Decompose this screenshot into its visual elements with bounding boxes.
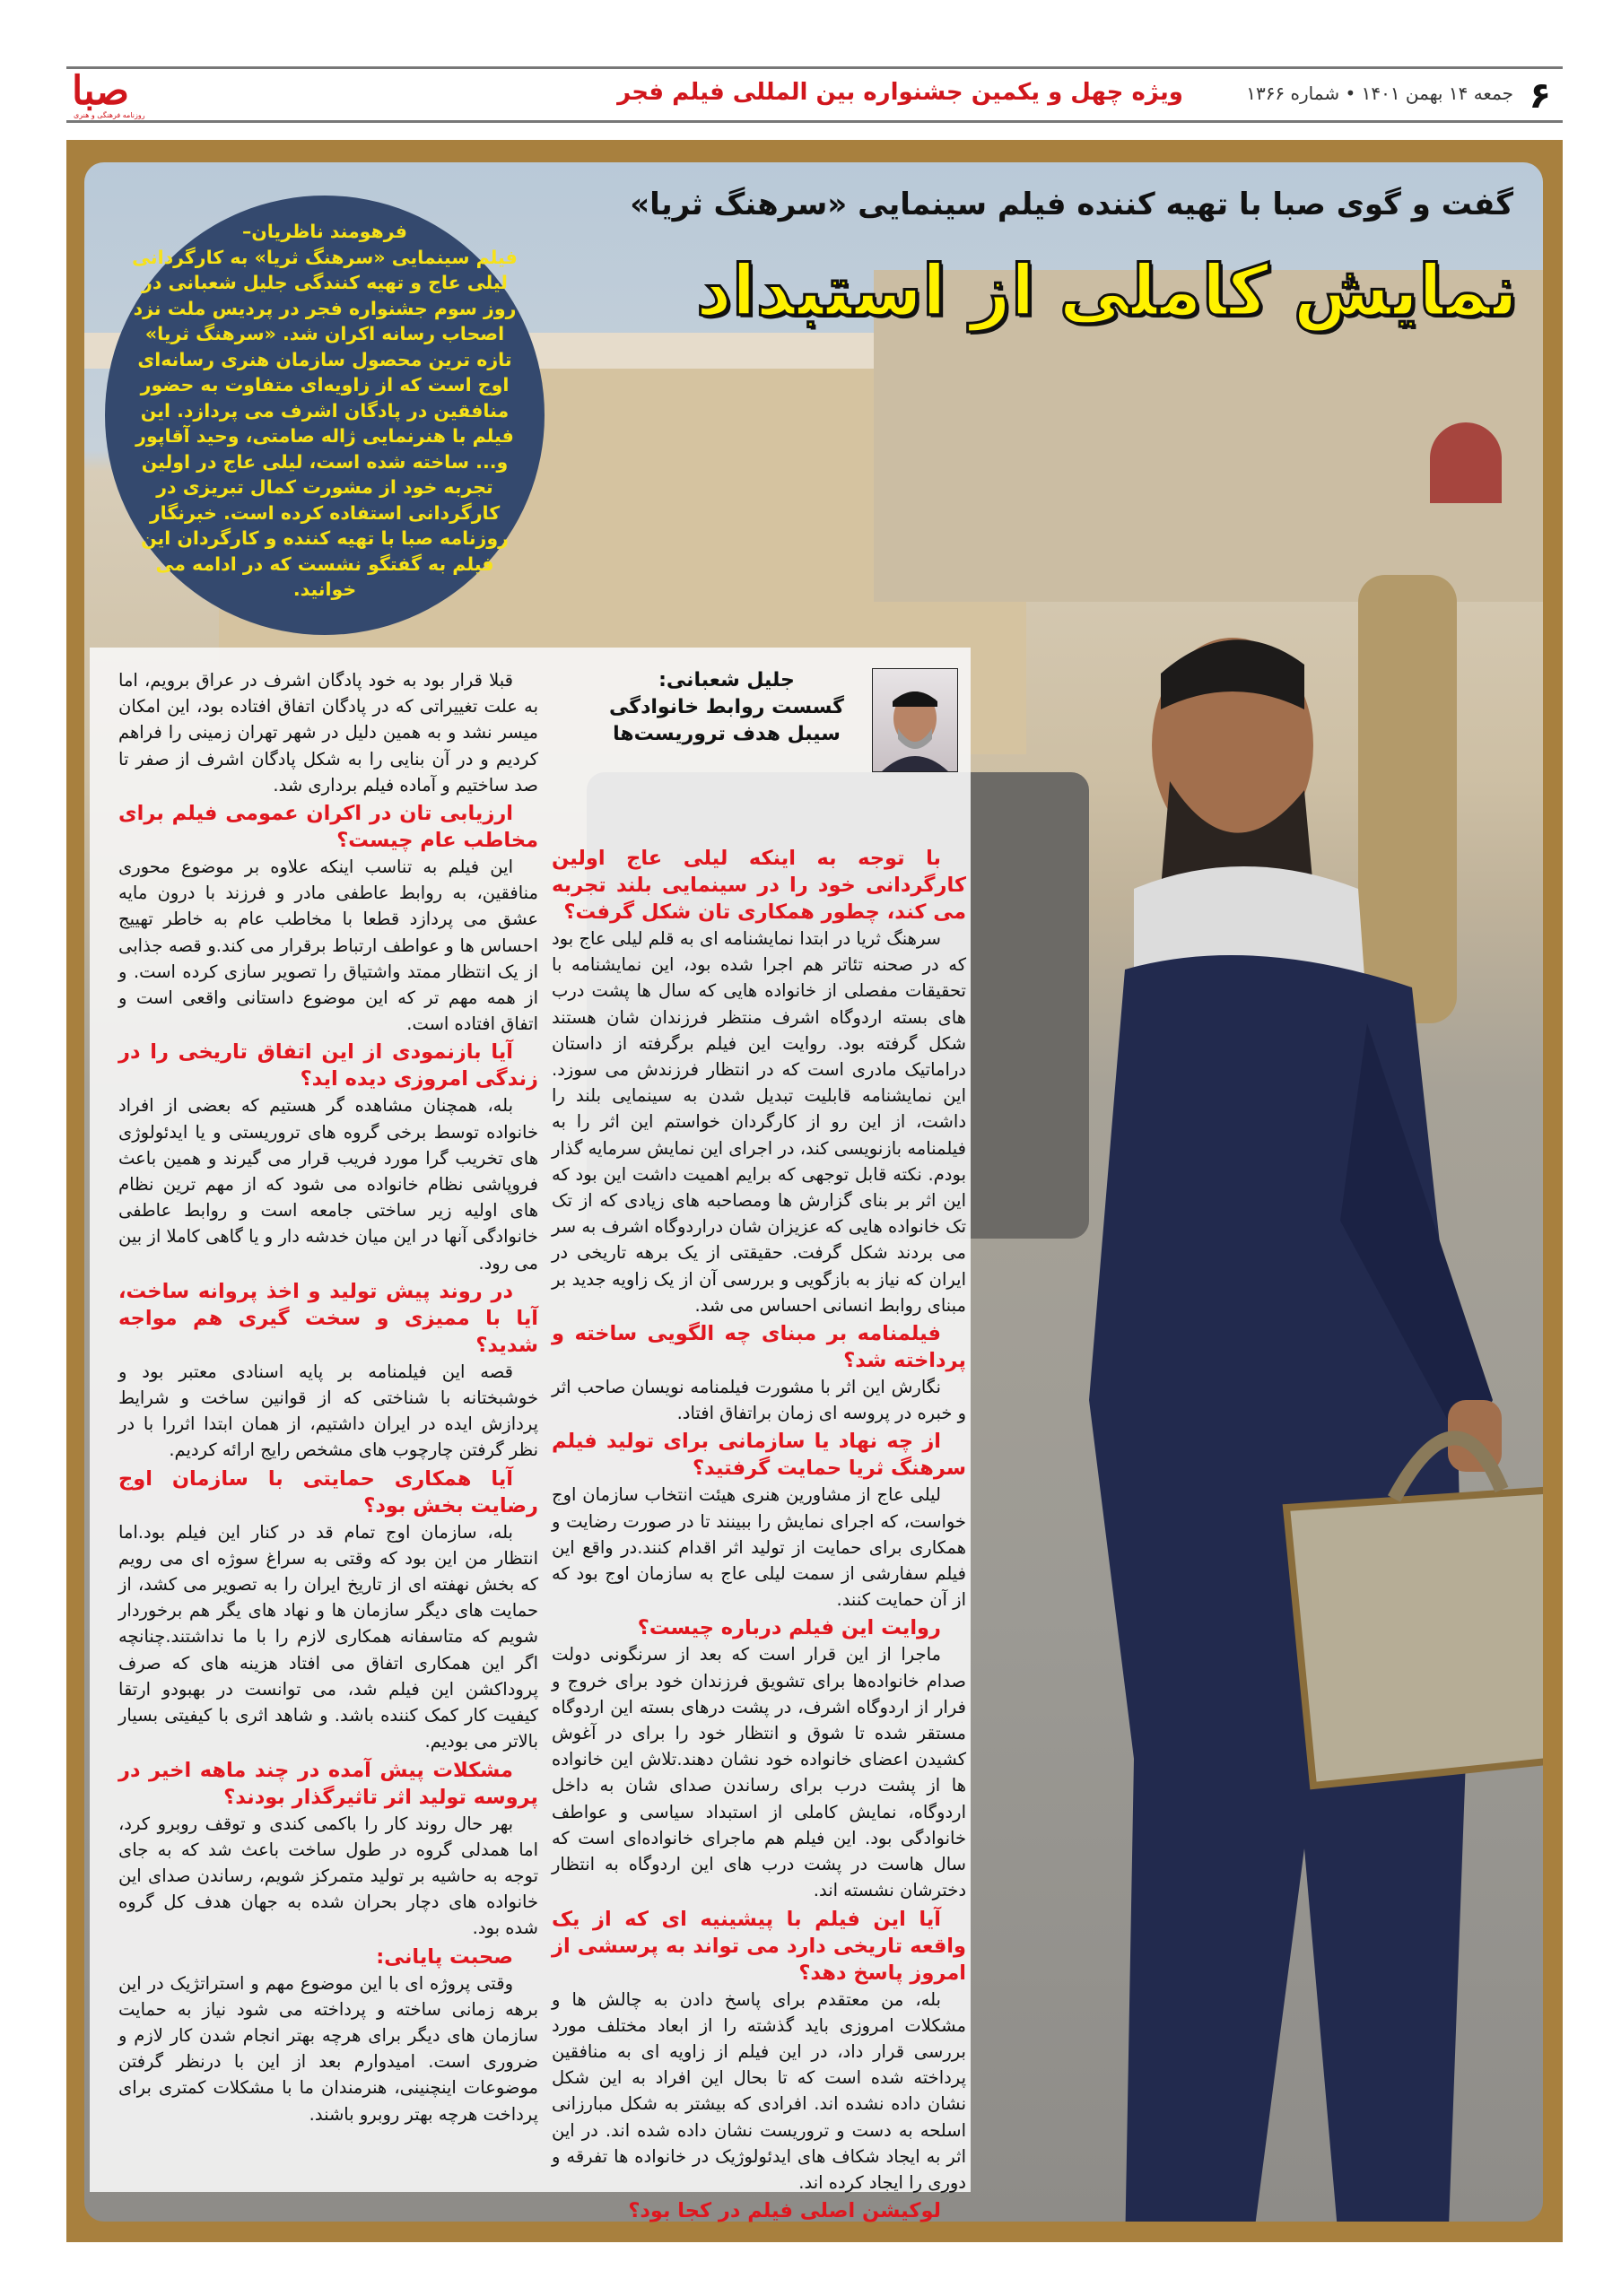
man-figure: [1071, 593, 1543, 2222]
page-number: ۶: [1529, 75, 1551, 117]
interview-answer: بهر حال روند کار را باکمی کندی و توقف روبرو کرد، اما همدلی گروه در طول ساخت باعث شد که به جای توجه به حاشیه بر تولید متمرکز شویم، رساندن صدای این خانواده های دچار بحران شده به جهان هدف کل گروه شده بود.: [118, 1813, 538, 1939]
lead-text: فیلم سینمایی «سرهنگ ثریا» به کارگردانی لیلی عاج و تهیه کنندگی جلیل شعبانی در روز سوم جشنواره فجر در پردیس ملت نزد اصحاب رسانه اکران شد. «سرهنگ ثریا» تازه ترین محصول سازمان هنری رسانه‌ای اوج است که از زاویه‌ای متفاوت به حضور منافقین در پادگان اشرف می پردازد. این فیلم با هنرنمایی ژاله صامتی، وحید آقاپور و... ساخته شده است، لیلی عاج در اولین تجربه خود از مشورت کمال تبریزی در کارگردانی استفاده کرده است. خبرنگار روزنامه صبا با تهیه کننده و کارگردان این فیلم به گفتگو نشست که در ادامه می خوانید.: [132, 246, 518, 600]
interviewee-portrait: [872, 668, 958, 772]
interview-answer: نگارش این اثر با مشورت فیلمنامه نویسان صاحب اثر و خبره در پروسه ای زمان براتفاق افتاد.: [552, 1377, 966, 1424]
logo-subtitle: روزنامه فرهنگی و هنری: [74, 111, 145, 119]
interview-question: مشکلات پیش آمده در چند ماهه اخیر در پروسه تولید اثر تاثیرگذار بودند؟: [118, 1758, 538, 1809]
interview-subtitle-1: گسست روابط خانوادگی: [609, 696, 844, 718]
interview-answer: بله، سازمان اوج تمام قد در کنار این فیلم بود.اما انتظار من این بود که وقتی به سراغ سوژه ای می رویم که بخش نهفته ای از تاریخ ایران را به تصویر می کشد، از حمایت های دیگر سازمان ها و نهاد های یگر هم برخوردار شویم که متاسفانه همکاری لازم را با ما نداشتند.چنانچه اگر این همکاری اتفاق می افتاد هزینه های که صرف پروداکشن این فیلم شد، می توانست در بهبودو ارتقا کیفیت کار کمک کننده باشد. و شاهد اثری با کیفیتی بسیار بالاتر می بودیم.: [118, 1521, 538, 1752]
left-column: [118, 667, 538, 2127]
interview-question: در روند پیش تولید و اخذ پروانه ساخت، آیا با ممیزی و سخت گیری هم مواجه شدید؟: [118, 1279, 538, 1357]
interview-answer: وقتی پروژه ای با این موضوع مهم و استراتژیک در این برهه زمانی ساخته و پرداخته می شود نیاز به حمایت سازمان های دیگر برای هرچه بهتر انجام شدن کار لازم و ضروری است. امیدوارم بعد از این با درنظر گرفتن موضوعات اینچنینی، هنرمندان ما با مشکلات کمتری برای پرداخت هرچه بهتر روبرو باشند.: [118, 1972, 538, 2125]
interview-question: از چه نهاد یا سازمانی برای تولید فیلم سرهنگ ثریا حمایت گرفتید؟: [552, 1430, 966, 1481]
interview-answer: این فیلم به تناسب اینکه علاوه بر موضوع محوری منافقین، به روابط عاطفی مادر و فرزند با درون مایه عشق می پردازد قطعا با مخاطب عام به خاطر تهییج احساس ها و عواطف ارتباط برقرار می کند.و قصه جذابی از یک انتظار ممتد واشتیاق را تصویر سازی کرده است. و از همه مهم تر که این موضوع داستانی واقعی است و اتفاق افتاده است.: [118, 857, 538, 1035]
interview-title-block: [592, 667, 861, 748]
newspaper-logo: صبا: [72, 68, 130, 114]
interview-question: با توجه به اینکه لیلی عاج اولین کارگردانی خود را در سینمایی بلند تجربه می کند، چطور همکاری تان شکل گرفت؟: [552, 847, 966, 924]
article-kicker: گفت و گوی صبا با تهیه کننده فیلم سینمایی «سرهنگ ثریا»: [630, 187, 1513, 222]
interview-question: فیلمنامه بر مبنای چه الگویی ساخته و پرداخته شد؟: [552, 1322, 966, 1373]
interview-answer: قبلا قرار بود به خود پادگان اشرف در عراق برویم، اما به علت تغییراتی که در پادگان اتفاق افتاده بود، این امکان میسر نشد و به همین دلیل در شهر تهران زمینی را فراهم کردیم و در آن بنایی را به شکل پادگان اشرف از صفر تا صد ساختیم و آماده فیلم برداری شد.: [118, 670, 538, 796]
interview-question: لوکیشن اصلی فیلم در کجا بود؟: [628, 2199, 941, 2223]
interview-answer: بله، من معتقدم برای پاسخ دادن به چالش ها و مشکلات امروزی باید گذشته را از ابعاد مختلف مورد بررسی قرار داد، در این فیلم از زاویه ای به منافقین پرداخته شده است که تا بحال این افراد به این شکل نشان داده نشده اند. افرادی که بیشتر به شکل مبارزانی اسلحه به دست و تروریست نشان داده شده اند. در این اثر به ایجاد شکاف های ایدئولوژیک در خانواده ها تفرقه و دوری را ایجاد کرده اند.: [552, 1988, 966, 2193]
interview-question: روایت این فیلم درباره چیست؟: [637, 1616, 941, 1640]
lead-byline: فرهومند ناظریان–: [242, 221, 407, 242]
interview-question: آیا همکاری حمایتی با سازمان اوج رضایت بخش بود؟: [118, 1466, 538, 1518]
interview-answer: سرهنگ ثریا در ابتدا نمایشنامه ای به قلم لیلی عاج بود که در صحنه تئاتر هم اجرا شده بود، این نمایشنامه با تحقیقات مفصلی از خانواده هایی که سال ها پشت درب های بسته اردوگاه اشرف منتظر فرزندان شان هستند شکل گرفته بود. روایت این فیلم برگرفته از داستان دراماتیک مادری است که در انتظار فرزندش می سوزد. این نمایشنامه قابلیت تبدیل شدن به سینمایی بلند را داشت، از این رو از کارگردان خواستم این اثر را به فیلمنامه بازنویسی کند، در اجرای این نمایش سرمایه گذار بودم. نکته قابل توجهی که برایم اهمیت داشت این بود که این اثر بر بنای گزارش ها ومصاحبه های زیادی که از تک تک خانواده هایی که عزیزان شان دراردوگاه اشرف به سر می بردند شکل گرفت. حقیقتی از یک برهه تاریخی در ایران که نیاز به بازگویی و بررسی آن از یک زاویه جدید بر مبنای روابط انسانی احساس می شد.: [552, 928, 966, 1316]
interview-answer: قصه این فیلمنامه بر پایه اسنادی معتبر بود و خوشبختانه با شناختی که از قوانین ساخت و شرایط پردازش ایده در ایران داشتیم، از همان ابتدا اثررا با در نظر گرفتن چارچوب های مشخص رایج ارائه کردیم.: [118, 1361, 538, 1461]
interview-question: آیا این فیلم با پیشینیه ای که از یک واقعه تاریخی دارد می تواند به پرسشی از امروز پاسخ دهد؟: [552, 1907, 966, 1985]
lead-circle: [105, 196, 545, 635]
interview-question: ارزیابی تان در اکران عمومی فیلم برای مخاطب عام چیست؟: [118, 802, 538, 853]
interview-subtitle-2: سیبل هدف تروریست‌ها: [613, 723, 841, 745]
article-headline: نمایش کاملی از استبداد: [695, 251, 1518, 332]
interview-answer: بله، همچنان مشاهده گر هستیم که بعضی از افراد خانواده توسط برخی گروه های تروریستی و یا ایدئولوژی های تخریب گرا مورد فریب قرار می گیرند و همین باعث فروپاشی نظام خانواده می شود که از مهم ترین نظام های اولیه زیر ساختی جامعه است و روابط عاطفی خانوادگی آنها در این میان خدشه دار و یا گاهی کاملا از بین می رود.: [118, 1095, 538, 1274]
interview-question: صحبت پایانی:: [376, 1944, 513, 1969]
interviewee-name: جلیل شعبانی:: [658, 669, 795, 691]
interview-answer: لیلی عاج از مشاورین هنری هیئت انتخاب سازمان اوج خواست، که اجرای نمایش را ببینند تا در صورت رضایت و همکاری برای حمایت از تولید اثر اقدام کنند.در واقع این فیلم سفارشی از سمت لیلی عاج به سازمان اوج بود که از آن حمایت کنند.: [552, 1484, 966, 1611]
section-title: ویژه چهل و یکمین جشنواره بین المللی فیلم فجر: [617, 79, 1183, 106]
portrait-image: [873, 669, 957, 771]
arch: [1430, 422, 1502, 503]
header-top-rule: [66, 66, 1563, 69]
right-column: [552, 843, 966, 2224]
interview-question: آیا بازنمودی از این اتفاق تاریخی را در زندگی امروزی دیده اید؟: [118, 1040, 538, 1091]
date-issue: جمعه ۱۴ بهمن ۱۴۰۱ • شماره ۱۳۶۶: [1246, 83, 1513, 104]
header-bottom-rule: [66, 120, 1563, 123]
interview-answer: ماجرا از این قرار است که بعد از سرنگونی دولت صدام خانواده‌ها برای تشویق فرزندان خود برای خروج و فرار از اردوگاه اشرف، در پشت درهای بسته این اردوگاه مستقر شده تا شوق و انتظار خود را برای در آغوش کشیدن اعضای خانواده خود نشان دهند.تلاش این خانواده ها از پشت درب برای رساندن صدای شان به داخل اردوگاه، نمایش کاملی از استبداد سیاسی و عواطف خانوادگی بود. این فیلم هم ماجرای خانواده‌ای است که سال هاست در پشت درب های این اردوگاه به انتظار دخترشان نشسته اند.: [552, 1644, 966, 1901]
